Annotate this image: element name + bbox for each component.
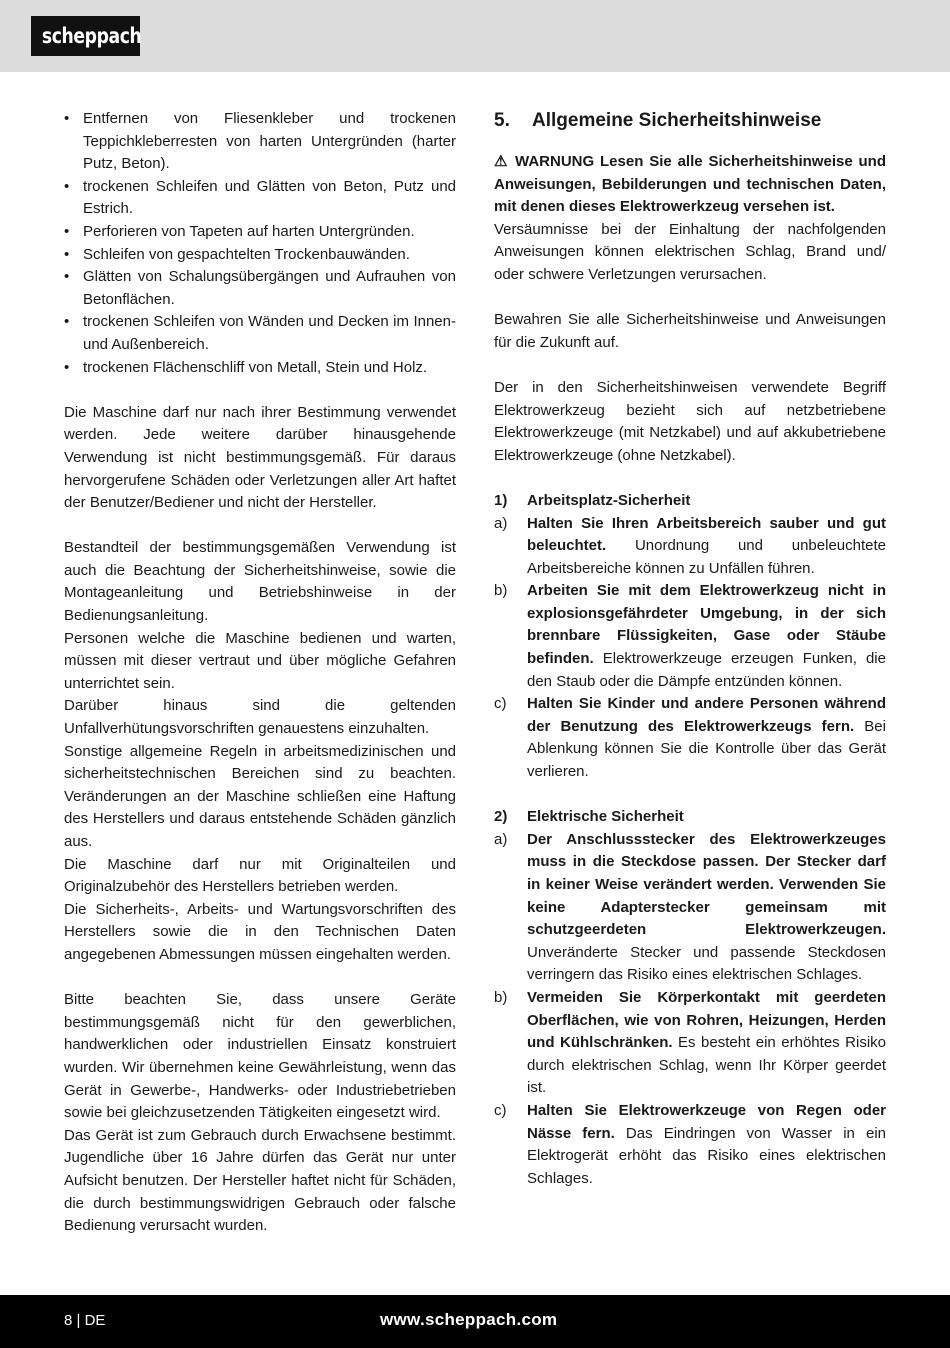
list-item: b) Vermeiden Sie Körperkontakt mit geerdeten Oberflächen, wie von Rohren, Heizungen, Herden und Kühlschränken. Es besteht ein erhöhtes Risiko durch elektrischen Schlag, wenn Ihr Körper geerdet ist.: [494, 988, 887, 1097]
paragraph: Darüber hinaus sind die geltenden Unfallverhütungsvorschriften genauestens einzuhalten.: [64, 697, 456, 738]
right-column: [494, 108, 886, 1190]
page-footer: [0, 1295, 950, 1348]
bullet-text: Entfernen von Fliesenkleber und trockenen Teppichkleberresten von harten Untergründen (harter Putz, Beton).: [83, 110, 456, 173]
list-item: • Schleifen von gespachtelten Trockenbauwänden.: [64, 245, 410, 263]
bullet-text: trockenen Flächenschliff von Metall, Stein und Holz.: [83, 358, 428, 376]
website-link[interactable]: www.scheppach.com: [380, 1310, 558, 1329]
paragraph: Sonstige allgemeine Regeln in arbeitsmedizinischen und sicherheitstechnischen Bereichen sind zu beachten. Veränderungen an der Maschine schließen eine Haftung des Herstellers und daraus entstehende Schäden gänzlich aus.: [64, 742, 456, 850]
paragraph: Die Sicherheits-, Arbeits- und Wartungsvorschriften des Herstellers sowie die in den Technischen Daten angegebenen Abmessungen müssen eingehalten werden.: [64, 900, 456, 963]
bullet-text: Glätten von Schalungsübergängen und Aufrauhen von Betonflächen.: [83, 268, 456, 308]
page-number: 8 | DE: [64, 1312, 106, 1329]
left-column: [64, 108, 456, 1238]
paragraph: Bitte beachten Sie, dass unsere Geräte bestimmungsgemäß nicht für den gewerblichen, handwerklichen oder industriellen Einsatz konstruiert wurden. Wir übernehmen keine Gewährleistung, wenn das Gerät in Gewerbe-, Handwerks- oder Industriebetrieben sowie bei gleichzusetzenden Tätigkeiten eingesetzt wird.: [64, 991, 456, 1122]
scheppach-logo: scheppach: [31, 16, 140, 56]
paragraph: Die Maschine darf nur mit Originalteilen und Originalzubehör des Herstellers betrieben werden.: [64, 855, 456, 896]
subsection-heading: 2) Elektrische Sicherheit: [494, 808, 684, 826]
bullet-text: Perforieren von Tapeten auf harten Untergründen.: [83, 222, 415, 240]
paragraph: Der in den Sicherheitshinweisen verwendete Begriff Elektrowerkzeug bezieht sich auf netzbetriebene Elektrowerkzeuge (mit Netzkabel) und auf akkubetriebene Elektrowerkzeuge (ohne Netzkabel).: [494, 378, 886, 464]
warning-text: WARNUNG Lesen Sie alle Sicherheitshinweise und Anweisungen, Bebilderungen und technischen Daten, mit denen dieses Elektrowerkzeug versehen ist.: [494, 153, 887, 216]
paragraph: Die Maschine darf nur nach ihrer Bestimmung verwendet werden. Jede weitere darüber hinausgehende Verwendung ist nicht bestimmungsgemäß. Für daraus hervorgerufene Schäden oder Verletzungen aller Art haftet der Benutzer/Bediener und nicht der Hersteller.: [64, 403, 456, 512]
list-item: a) Halten Sie Ihren Arbeitsbereich sauber und gut beleuchtet. Unordnung und unbeleuchtete Arbeitsbereiche können zu Unfällen führen.: [494, 514, 886, 577]
paragraph: Bestandteil der bestimmungsgemäßen Verwendung ist auch die Beachtung der Sicherheitshinweise, sowie die Montageanleitung und Betriebshinweise in der Bedienungsanleitung.: [64, 539, 456, 625]
paragraph: Personen welche die Maschine bedienen und warten, müssen mit dieser vertraut und über mögliche Gefahren unterrichtet sein.: [64, 629, 456, 692]
section-number: 5.: [494, 110, 510, 131]
subsection-heading: 1) Arbeitsplatz-Sicherheit: [494, 491, 691, 509]
bullet-text: Schleifen von gespachtelten Trockenbauwänden.: [83, 245, 410, 263]
section-title: Allgemeine Sicherheitshinweise: [532, 110, 822, 131]
list-item: b) Arbeiten Sie mit dem Elektrowerkzeug nicht in explosionsgefährdeter Umgebung, in der sich brennbare Flüssigkeiten, Gase oder Stäube befinden. Elektrowerkzeuge erzeugen Funken, die den Staub oder die Dämpfe entzünden können.: [494, 582, 886, 690]
bullet-text: trockenen Schleifen von Wänden und Decken im Innen- und Außenbereich.: [83, 313, 456, 353]
list-item: • trockenen Flächenschliff von Metall, Stein und Holz.: [64, 358, 428, 376]
section-heading: [494, 108, 886, 134]
list-item: • Glätten von Schalungsübergängen und Aufrauhen von Betonflächen.: [64, 268, 456, 308]
paragraph: Versäumnisse bei der Einhaltung der nachfolgenden Anweisungen können elektrischen Schlag, Brand und/ oder schwere Verletzungen verursachen.: [494, 220, 886, 283]
list-item: • trockenen Schleifen und Glätten von Beton, Putz und Estrich.: [64, 177, 456, 218]
list-item: • Perforieren von Tapeten auf harten Untergründen.: [64, 222, 415, 240]
page-header: [0, 0, 950, 72]
list-item: a) Der Anschlussstecker des Elektrowerkzeuges muss in die Steckdose passen. Der Stecker darf in keiner Weise verändert werden. Verwenden Sie keine Adapterstecker gemeinsam mit schutzgeerdeten Elektrowerkzeugen. Unveränderte Stecker und passende Steckdosen verringern das Risiko eines elektrischen Schlages.: [494, 830, 886, 984]
warning-block: [494, 151, 886, 219]
paragraph: Das Gerät ist zum Gebrauch durch Erwachsene bestimmt. Jugendliche über 16 Jahre dürfen das Gerät nur unter Aufsicht benutzen. Der Hersteller haftet nicht für Schäden, die durch bestimmungswidrigen Gebrauch oder falsche Bedienung verursacht wurden.: [64, 1126, 456, 1235]
paragraph: Bewahren Sie alle Sicherheitshinweise und Anweisungen für die Zukunft auf.: [494, 311, 886, 351]
warning-icon: ⚠: [494, 153, 510, 170]
list-item: • Entfernen von Fliesenkleber und trockenen Teppichkleberresten von harten Untergründen (harter Putz, Beton).: [64, 110, 456, 173]
list-item: • trockenen Schleifen von Wänden und Decken im Innen- und Außenbereich.: [64, 313, 456, 353]
bullet-text: trockenen Schleifen und Glätten von Beton, Putz und Estrich.: [83, 177, 456, 218]
list-item: c) Halten Sie Elektrowerkzeuge von Regen oder Nässe fern. Das Eindringen von Wasser in ein Elektrogerät erhöht das Risiko eines elektrischen Schlages.: [494, 1101, 886, 1187]
list-item: c) Halten Sie Kinder und andere Personen während der Benutzung des Elektrowerkzeugs fern. Bei Ablenkung können Sie die Kontrolle über das Gerät verlieren.: [494, 695, 886, 781]
